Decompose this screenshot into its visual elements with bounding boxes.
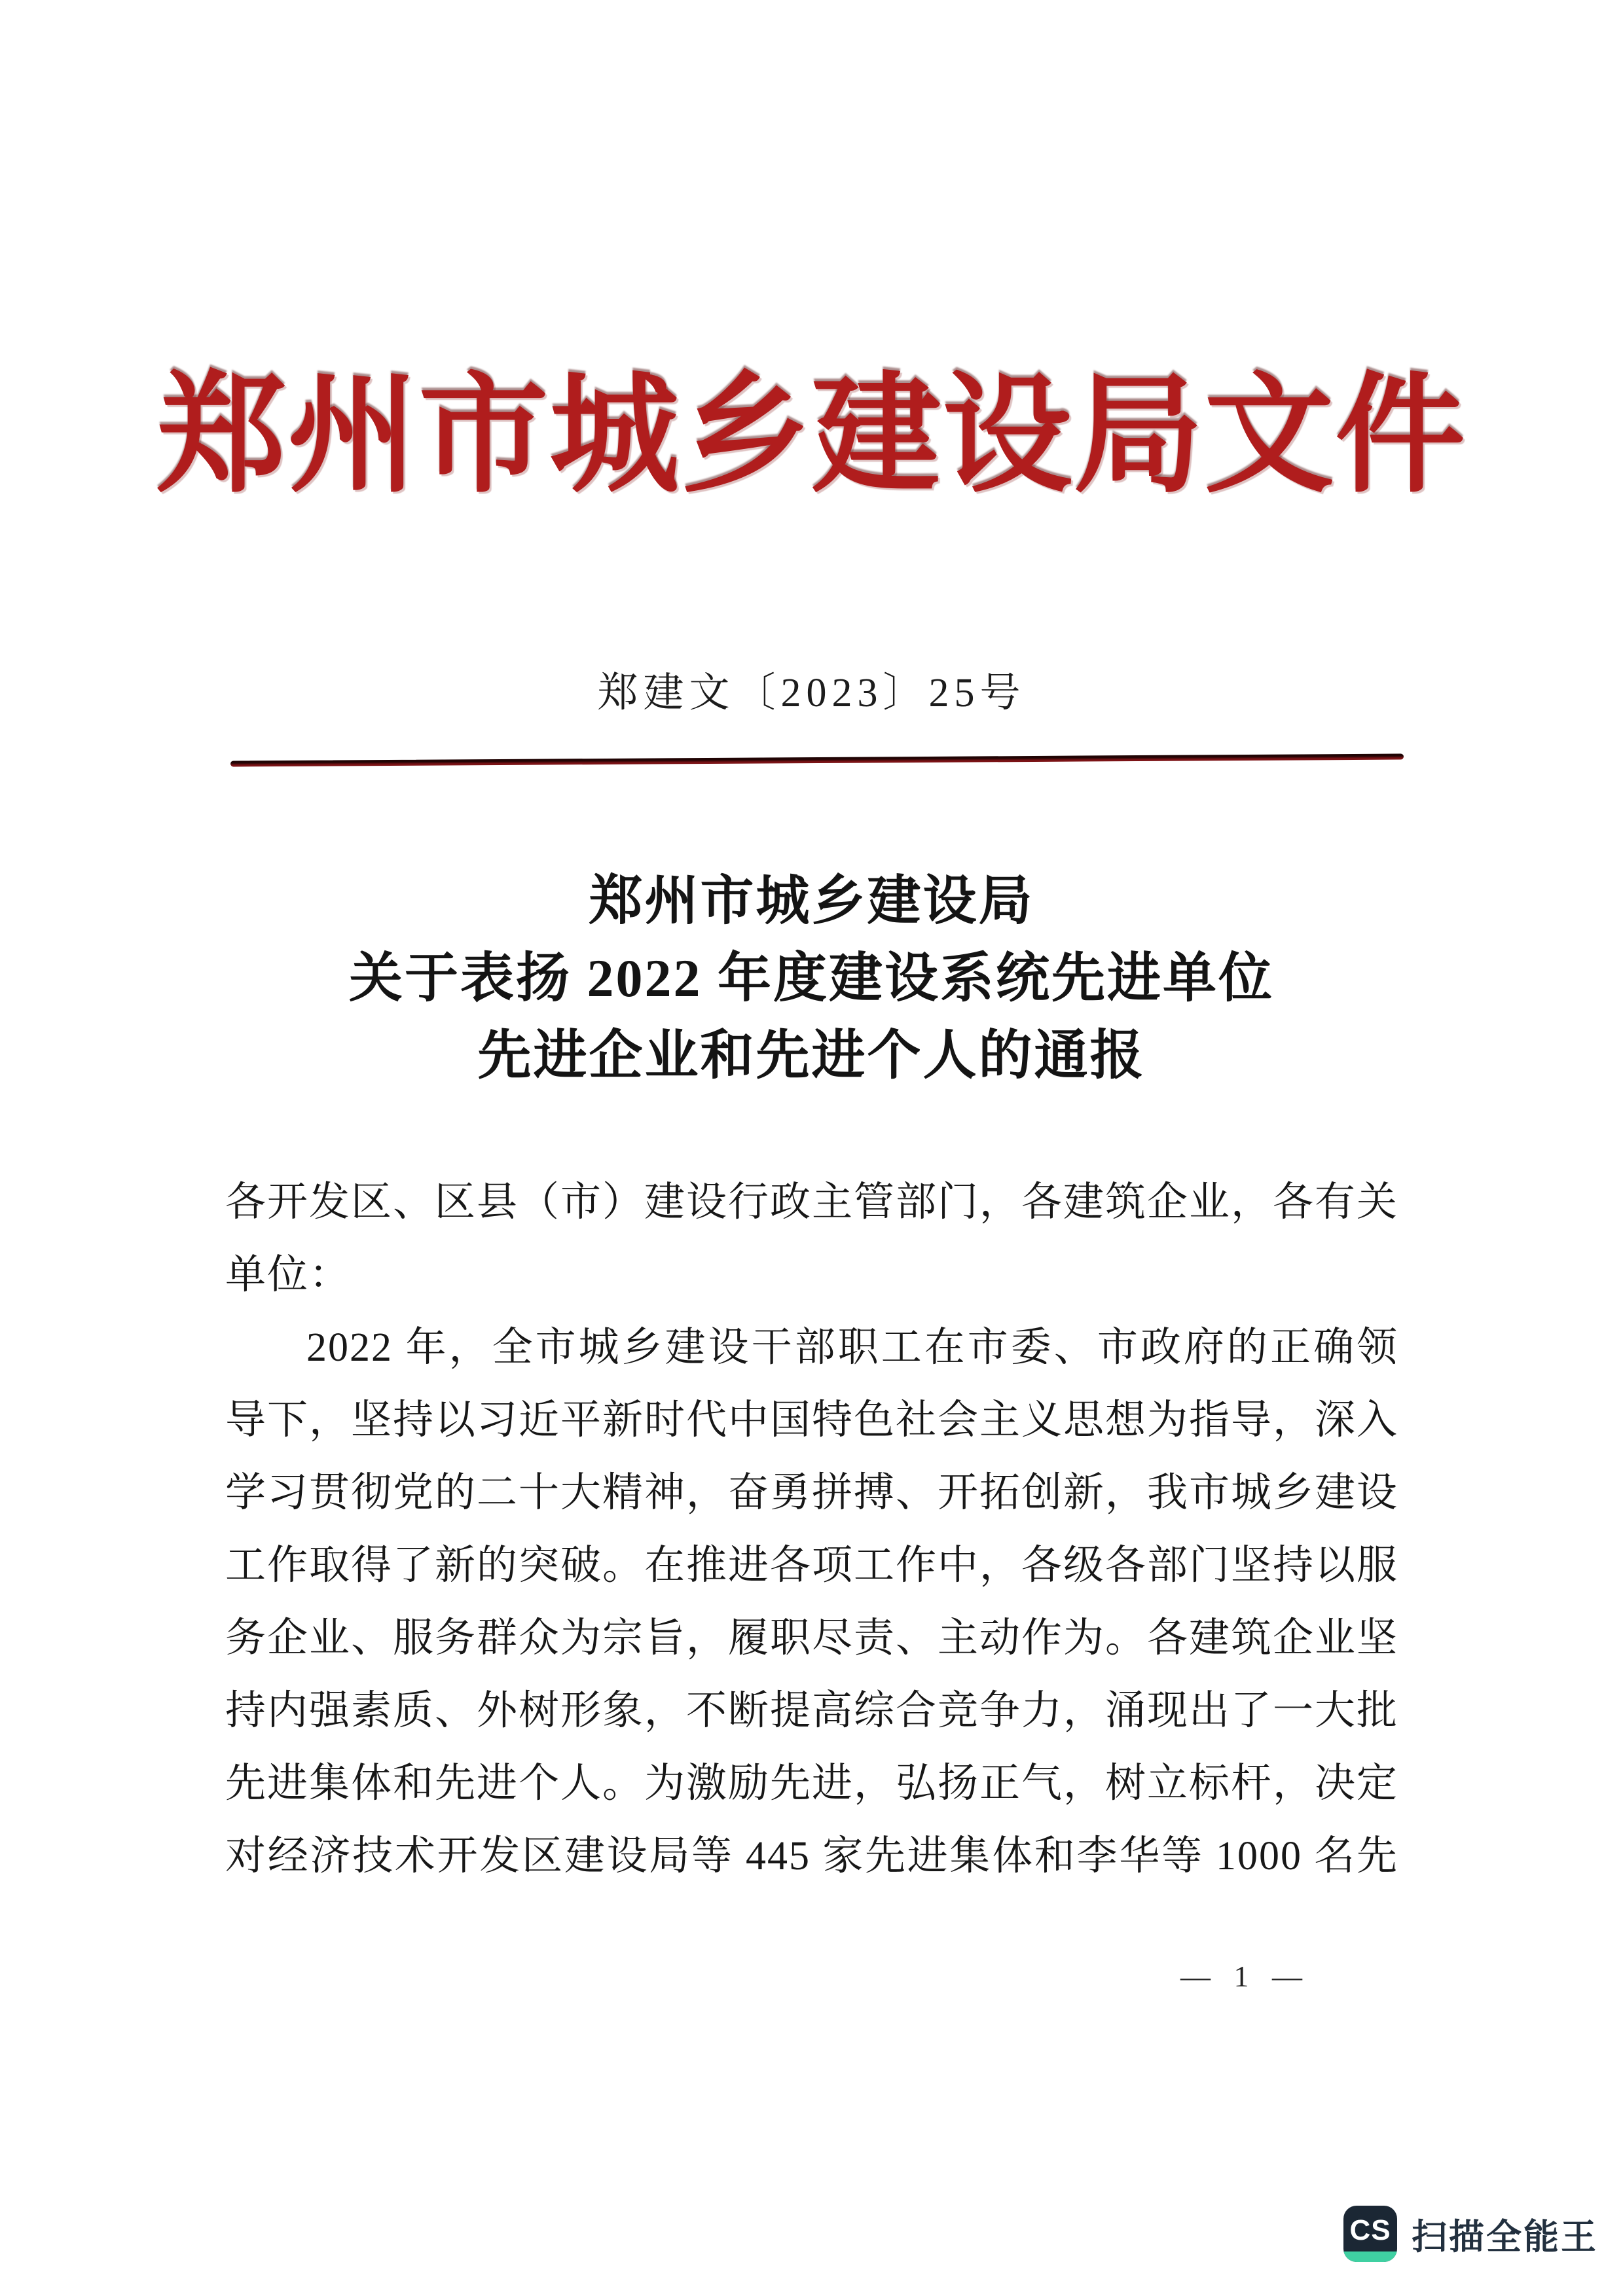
- document-title-line: 关于表扬 2022 年度建设系统先进单位: [348, 948, 1274, 1008]
- body-line-salutation: 各开发区、区县（市）建设行政主管部门，各建筑企业，各有关: [225, 1180, 1399, 1225]
- document-reference-number: 郑建文〔2023〕25号: [597, 671, 1026, 715]
- camscanner-logo-text: CS: [1349, 2214, 1391, 2246]
- document-title: [0, 863, 1623, 1094]
- document-title-line: 先进企业和先进个人的通报: [477, 1026, 1146, 1085]
- body-line: 先进集体和先进个人。为激励先进，弘扬正气，树立标杆，决定: [225, 1761, 1399, 1806]
- camscanner-logo-icon: [1343, 2206, 1397, 2262]
- camscanner-app-name: 扫描全能王: [1412, 2217, 1598, 2257]
- body-line: 持内强素质、外树形象，不断提高综合竞争力，涌现出了一大批: [225, 1689, 1399, 1733]
- body-line: 对经济技术开发区建设局等 445 家先进集体和李华等 1000 名先: [225, 1834, 1398, 1878]
- letterhead-divider-rule: [230, 754, 1404, 767]
- body-line: 2022 年，全市城乡建设干部职工在市委、市政府的正确领: [306, 1325, 1398, 1370]
- body-line: 务企业、服务群众为宗旨，履职尽责、主动作为。各建筑企业坚: [225, 1616, 1399, 1660]
- camscanner-logo-accent: [1343, 2251, 1397, 2262]
- body-line: 工作取得了新的突破。在推进各项工作中，各级各部门坚持以服: [225, 1543, 1399, 1588]
- document-title-line: 郑州市城乡建设局: [589, 871, 1034, 931]
- letterhead-title: 郑州市城乡建设局文件: [156, 365, 1467, 508]
- body-line: 学习贯彻党的二十大精神，奋勇拼搏、开拓创新，我市城乡建设: [225, 1471, 1399, 1515]
- page-number: — 1 —: [1180, 1960, 1310, 1993]
- body-line-salutation: 单位：: [225, 1253, 352, 1297]
- document-body: [225, 1166, 1398, 1893]
- body-line: 导下，坚持以习近平新时代中国特色社会主义思想为指导，深入: [225, 1398, 1399, 1443]
- camscanner-watermark: [1343, 2206, 1598, 2262]
